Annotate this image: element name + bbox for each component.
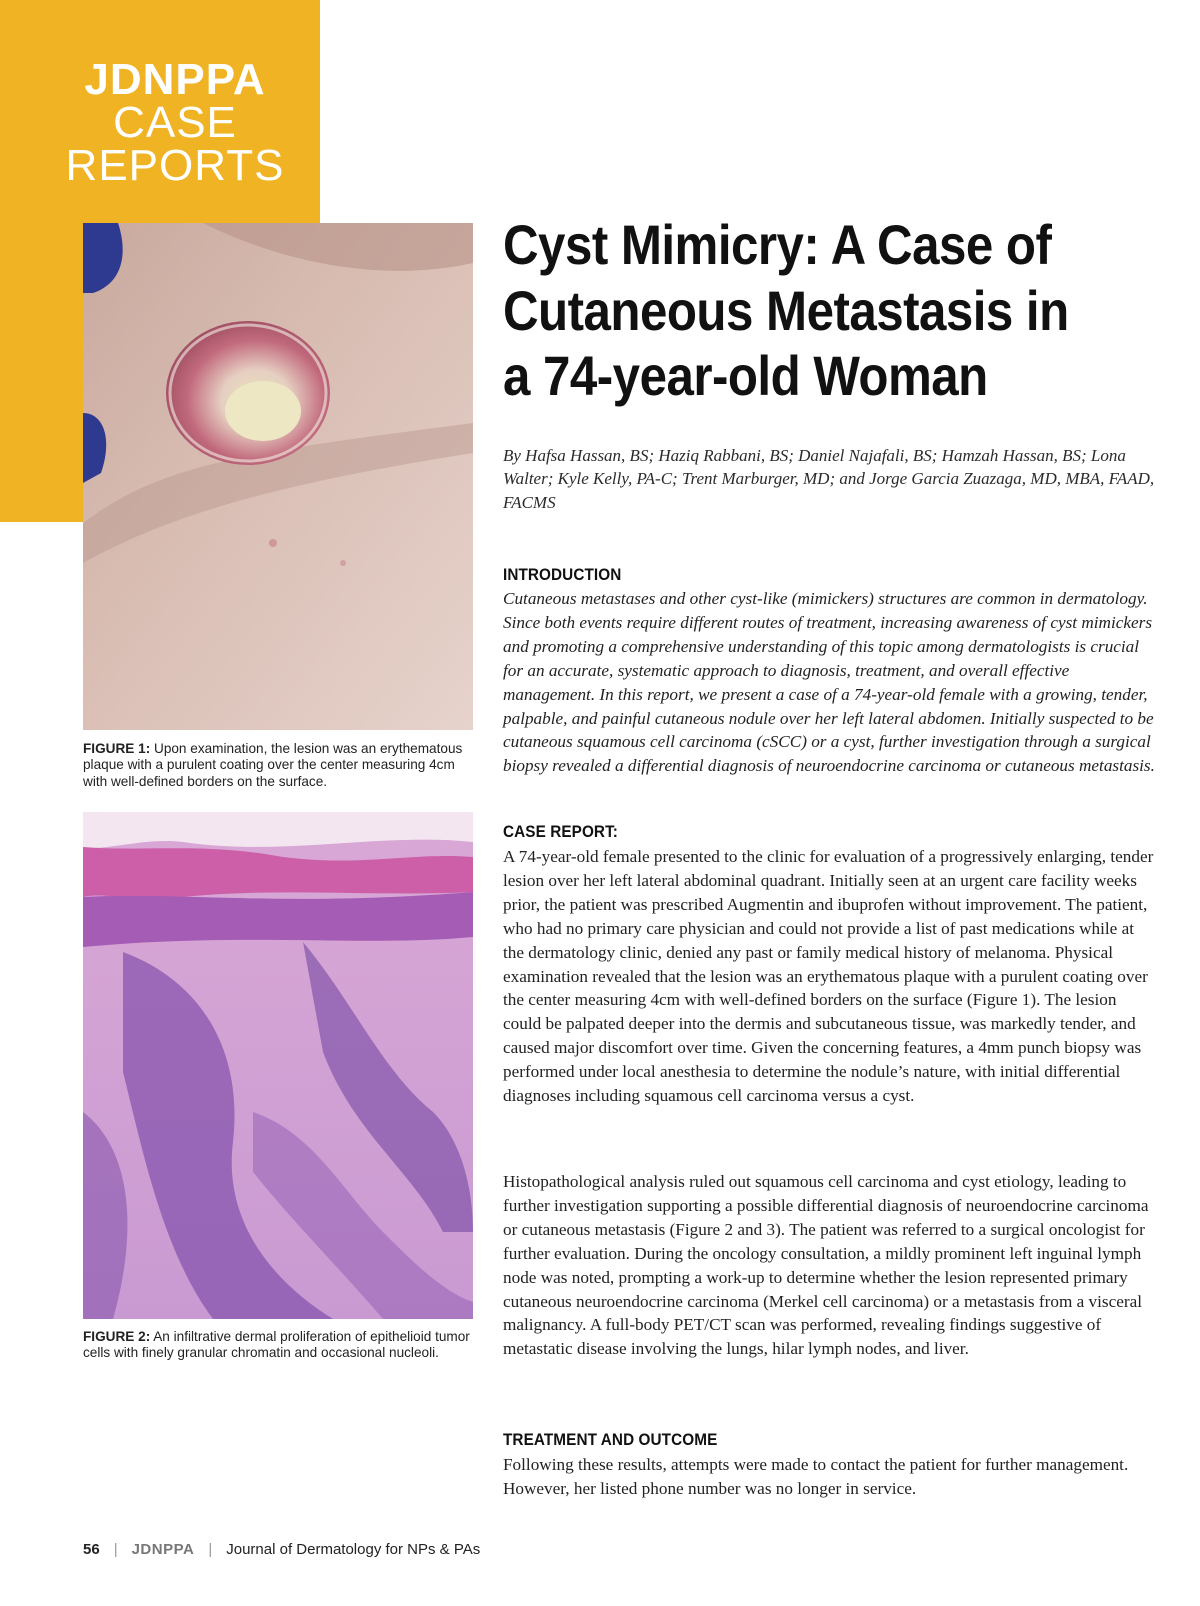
author-byline: By Hafsa Hassan, BS; Haziq Rabbani, BS; Daniel Najafali, BS; Hamzah Hassan, BS; Lona Walter; Kyle Kelly, PA-C; Trent Marburger, MD; and Jorge Garcia Zuazaga, MD, MBA, FAAD, FACMS bbox=[503, 446, 1155, 512]
figure-2-label: FIGURE 2: bbox=[83, 1329, 151, 1344]
page-footer bbox=[83, 1541, 480, 1558]
treatment-heading: TREATMENT AND OUTCOME bbox=[503, 1430, 718, 1449]
figure-2-caption-text: An infiltrative dermal proliferation of epithelioid tumor cells with finely granular chromatin and occasional nucleoli. bbox=[83, 1329, 470, 1361]
footer-journal-name: Journal of Dermatology for NPs & PAs bbox=[226, 1541, 481, 1558]
case-report-paragraph-1: A 74-year-old female presented to the clinic for evaluation of a progressively enlarging, tender lesion over her left lateral abdominal quadrant. Initially seen at an urgent care facility weeks prior, the patient was prescribed Augmentin and ibuprofen without improvement. The patient, who had no primary care physician and could not provide a list of past medications while at the dermatology clinic, denied any past or family medical history of melanoma. Physical examination revealed that the lesion was an erythematous plaque with a purulent coating over the center measuring 4cm with well-defined borders on the surface (Figure 1). The lesion could be palpated deeper into the dermis and subcutaneous tissue, was markedly tender, and caused major discomfort over time. Given the concerning features, a 4mm punch biopsy was performed under local anesthesia to determine the nodule’s nature, with initial differential diagnoses including squamous cell carcinoma versus a cyst. bbox=[503, 847, 1154, 1106]
article-title: Cyst Mimicry: A Case of Cutaneous Metastasis in a 74-year-old Woman bbox=[503, 213, 1069, 408]
introduction-text: Cutaneous metastases and other cyst-like (mimickers) structures are common in dermatology. Since both events require different routes of treatment, increasing awareness of cyst mimickers and promoting a comprehensive understanding of this topic among dermatologists is crucial for an accurate, systematic approach to diagnosis, treatment, and overall effective management. In this report, we present a case of a 74-year-old female with a growing, tender, palpable, and painful cutaneous nodule over her left lateral abdomen. Initially suspected to be cutaneous squamous cell carcinoma (cSCC) or a cyst, further investigation through a surgical biopsy revealed a differential diagnosis of neuroendocrine carcinoma or cutaneous metastasis. bbox=[503, 589, 1155, 776]
badge-title bbox=[40, 55, 310, 191]
case-report-paragraph-2: Histopathological analysis ruled out squamous cell carcinoma and cyst etiology, leading to further investigation supporting a possible differential diagnosis of neuroendocrine carcinoma or cutaneous metastasis (Figure 2 and 3). The patient was referred to a surgical oncologist for further evaluation. During the oncology consultation, a mildly prominent left inguinal lymph node was noted, prompting a work-up to determine whether the lesion represented primary cutaneous neuroendocrine carcinoma (Merkel cell carcinoma) or a metastasis from a visceral malignancy. A full-body PET/CT scan was performed, revealing findings suggestive of metastatic disease involving the lungs, hilar lymph nodes, and liver. bbox=[503, 1172, 1149, 1359]
case-report-heading: CASE REPORT: bbox=[503, 822, 619, 841]
footer-separator-1: | bbox=[113, 1541, 118, 1558]
badge-line-3: REPORTS bbox=[65, 141, 285, 191]
treatment-text: Following these results, attempts were made to contact the patient for further management. However, her listed phone number was no longer in service. bbox=[503, 1455, 1129, 1498]
figure-2-histology bbox=[83, 812, 473, 1319]
figure-1-label: FIGURE 1: bbox=[83, 741, 151, 756]
figure-1-clinical-photo bbox=[83, 223, 473, 730]
introduction-heading: INTRODUCTION bbox=[503, 565, 622, 584]
badge-line-2: CASE bbox=[113, 98, 237, 148]
page-number: 56 bbox=[83, 1541, 100, 1558]
figure-2-caption bbox=[83, 1329, 473, 1362]
footer-separator-2: | bbox=[208, 1541, 213, 1558]
badge-line-1: JDNPPA bbox=[84, 55, 266, 104]
figure-1-caption-text: Upon examination, the lesion was an erythematous plaque with a purulent coating over the center measuring 4cm with well-defined borders on the surface. bbox=[83, 741, 463, 789]
footer-journal-abbr: JDNPPA bbox=[131, 1541, 195, 1558]
figure-1-caption bbox=[83, 741, 473, 790]
